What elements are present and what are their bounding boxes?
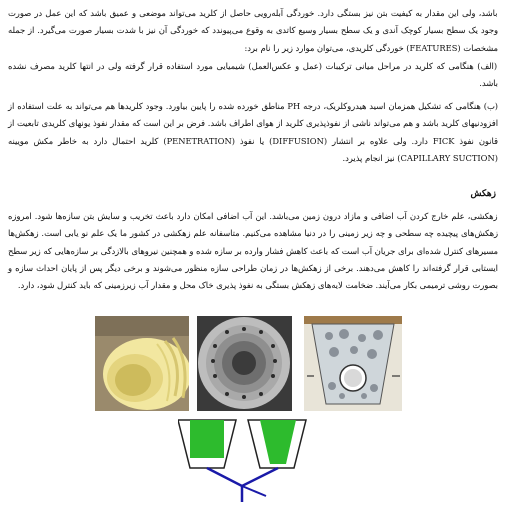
line: از جمله مشخصات (FEATURES) خوردگی کلریدی، می‌توان موارد زیر را نام برد: (8, 25, 498, 53)
line: احداث سازه و بصورت روشی ترمیمی بکار می‌آیند. ضخامت لایه‌های زهکش بستگی به نفوذ پذیری خاک محل و مقدار آب زیرزمینی که باید کنترل شود، دارد. (8, 262, 498, 291)
line: زهکش‌های پیچیده چه سطحی و چه زیر زمینی را در دنیا مشاهده می‌کنیم. متاسفانه علم زهکشی در کشور ما یک علم نو یابی است. (38, 228, 498, 239)
line: وجود یک سطح بسیار کوچک آندی و یک سطح بسیار وسیع کاتدی به وقوع می‌پیوندد که خوردگی آن نیز با شدت بسیار صورت می‌گیرد. (34, 25, 498, 36)
line: از افزودنیهای کلرید باشد و هم می‌تواند ناشی از نفوذپذیری کلرید از هوای اطراف باشد. فرض بر این است که مقدار نفوذ یونهای کلریدی (8, 101, 499, 129)
line: (الف) هنگامی که کلرید در مراحل میانی ترکیبات (عمل و عکس‌العمل) شیمیایی مورد استفاده قرار گرفته ولی در انتها کلرید مصرف نشده (8, 61, 498, 71)
line: (ب) هنگامی که تشکیل همزمان اسید هیدروکلریک، درجه PH مناطق خورده شده را پایین بیاورد. وجود کلریدها هم می‌تواند به علت استفاده (14, 101, 498, 111)
line: تابعیت از قانون نفوذ FICK دارد. ولی علاوه بر انتشار (DIFFUSION) یا نفوذ (PENETRATION) کلرید احتمال دارد به خاطر مکش مویینه (CAPILLARY SUCTION) نیز انجام پذیرد. (8, 118, 499, 163)
drainage-gravel-section-photo (304, 316, 402, 411)
line: زهکش‌ها مسیرهای کنترل شده‌ای برای جریان آب است که باعث کاهش فشار وارده بر سازه شده و همچنین نیروهای بالازدگی بر سازه‌هایی (8, 228, 498, 256)
line: باشد. (479, 78, 498, 89)
yellow-drain-pipe-photo (95, 316, 189, 411)
paragraph-features-be (8, 98, 498, 167)
paragraph-drainage (8, 208, 498, 294)
line: باشد، ولی این مقدار به کیفیت بتن نیز بستگی دارد. خوردگی آبله‌رویی حاصل از کلرید می‌تواند موضعی و عمیق باشد که این عمل در صورت (8, 8, 498, 18)
drainage-trench-diagram (178, 414, 308, 502)
line: زهکشی، علم خارج کردن آب اضافی و مازاد درون زمین می‌باشد. این آب اضافی امکان دارد باعث تخریب و سایش بتن سازه‌ها شود. امروزه (8, 211, 498, 221)
section-heading-drainage: زهکش (470, 189, 496, 199)
perforated-pipe-photo (197, 316, 292, 411)
line: که زیر سطح ایستابی قرار گرفته‌اند را کاهش می‌دهند. برخی از زهکش‌ها در زمان طراحی سازه منظور می‌شوند و برخی دیگر پس از پایان (8, 245, 498, 273)
paragraph-intro (8, 5, 498, 57)
paragraph-features-alef (8, 58, 498, 93)
